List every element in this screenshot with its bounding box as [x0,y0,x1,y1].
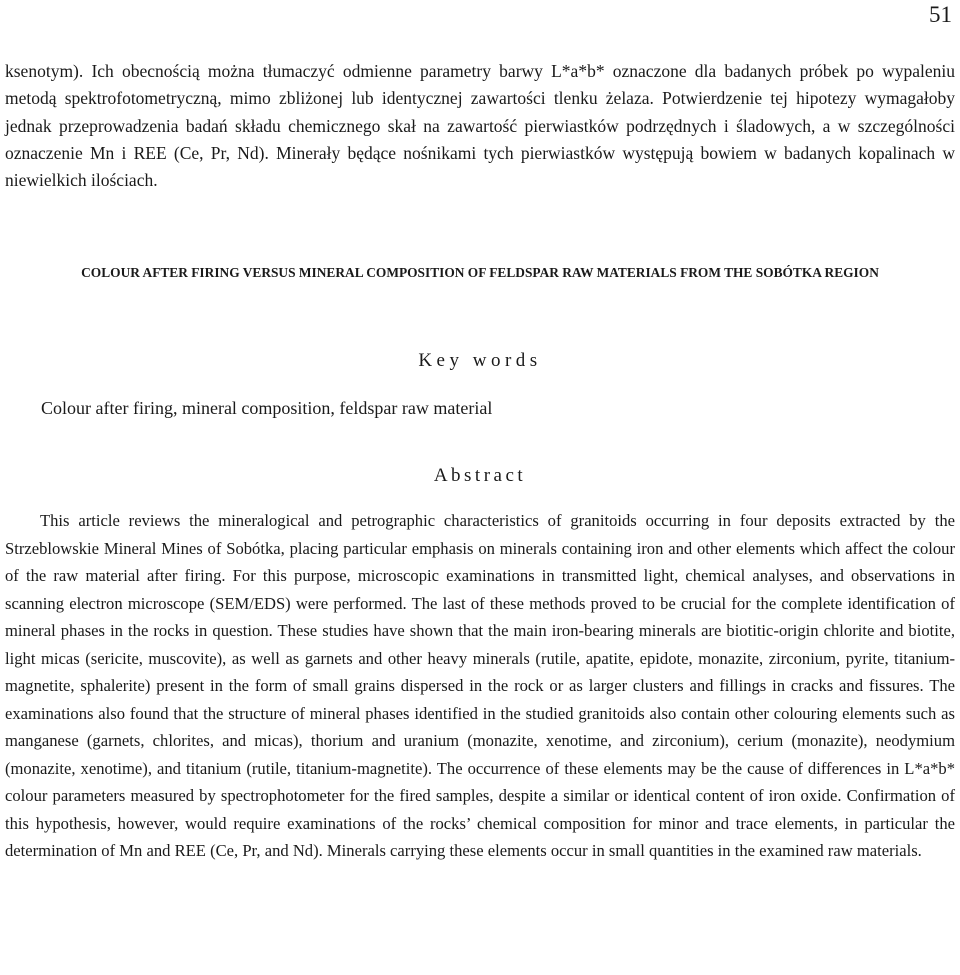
keywords-heading: Key words [418,350,542,371]
page-number: 51 [929,2,952,27]
abstract-heading: Abstract [433,465,527,486]
polish-summary-paragraph: ksenotym). Ich obecnością można tłumaczyć odmienne parametry barwy L*a*b* oznaczone dla badanych próbek po wypaleniu metodą spektrofotometryczną, mimo zbliżonej lub identycznej zawartości tlenku żelaza. Potwierdzenie tej hipotezy wymagałoby jednak przeprowadzenia badań składu chemicznego skał na zawartość pierwiastków podrzędnych i śladowych, a w szczególności oznaczenie Mn i REE (Ce, Pr, Nd). Minerały będące nośnikami tych pierwiastków występują bowiem w badanych kopalinach w niewielkich ilościach. [5,61,955,191]
abstract-text: This article reviews the mineralogical and petrographic characteristics of granitoids occurring in four deposits extracted by the Strzeblowskie Mineral Mines of Sobótka, placing particular emphasis on minerals containing iron and other elements which affect the colour of the raw material after firing. For this purpose, microscopic examinations in transmitted light, chemical analyses, and observations in scanning electron microscope (SEM/EDS) were performed. The last of these methods proved to be crucial for the complete identification of mineral phases in the rocks in question. These studies have shown that the main iron-bearing minerals are biotitic-origin chlorite and biotite, light micas (sericite, muscovite), as well as garnets and other heavy minerals (rutile, apatite, epidote, monazite, zirconium, pyrite, titanium-magnetite, sphalerite) present in the form of small grains dispersed in the rock or as larger clusters and fillings in cracks and fissures. The examinations also found that the structure of mineral phases identified in the studied granitoids also contain other colouring elements such as manganese (garnets, chlorites, and micas), thorium and uranium (monazite, xenotime, and zirconium), cerium (monazite), neodymium (monazite, xenotime), and titanium (rutile, titanium-magnetite). The occurrence of these elements may be the cause of differences in L*a*b* colour parameters measured by spectrophotometer for the fired samples, despite a similar or identical content of iron oxide. Confirmation of this hypothesis, however, would require examinations of the rocks’ chemical composition for minor and trace elements, in particular the determination of Mn and REE (Ce, Pr, and Nd). Minerals carrying these elements occur in small quantities in the examined raw materials. [5,511,955,860]
english-article-title: COLOUR AFTER FIRING VERSUS MINERAL COMPOSITION OF FELDSPAR RAW MATERIALS FROM THE SOBÓTKA REGION [81,265,879,280]
keywords-text: Colour after firing, mineral composition, feldspar raw material [41,398,493,418]
